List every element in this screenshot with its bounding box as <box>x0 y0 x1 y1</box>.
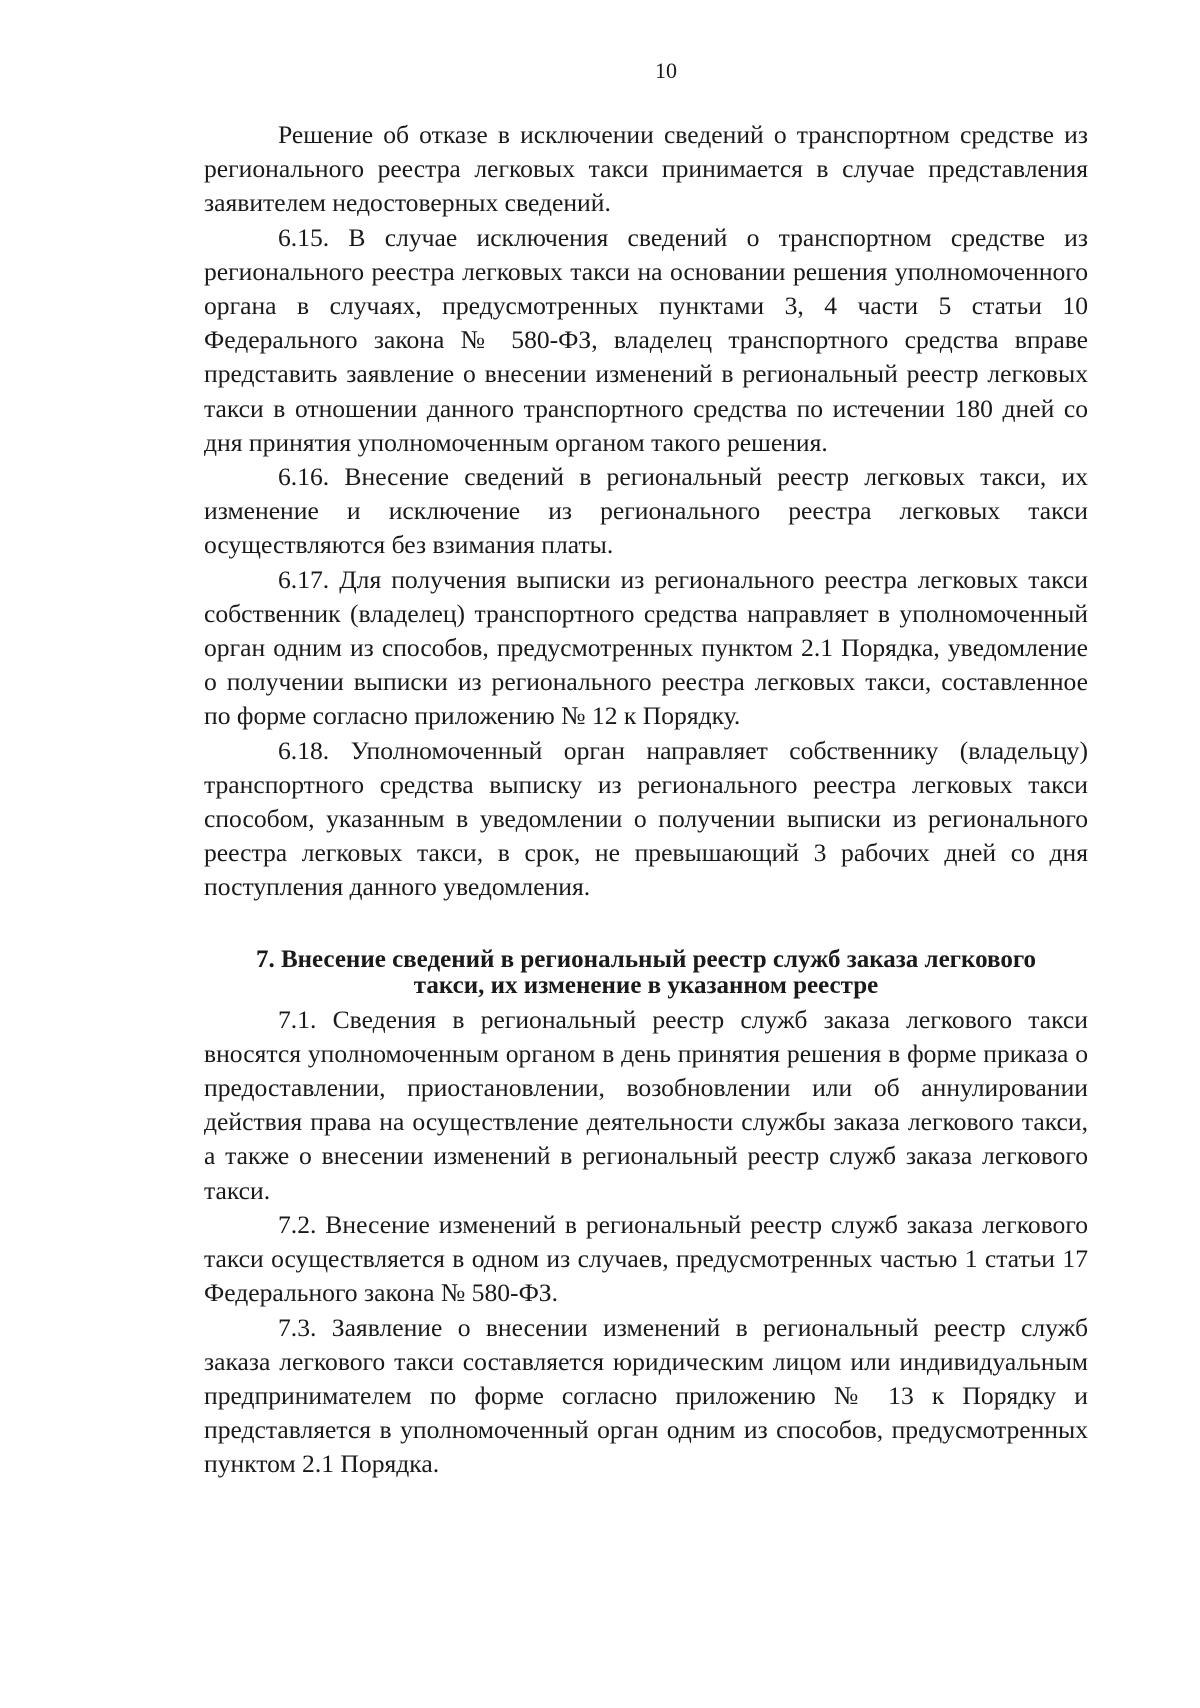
paragraph-refusal-decision: Решение об отказе в исключении сведений о транспортном средстве из регионального реестра легковых такси принимается в случае представления заявителем недостоверных сведений. <box>204 120 1088 218</box>
paragraph-6-16: 6.16. Внесение сведений в региональный реестр легковых такси, их изменение и исключение из регионального реестра легковых такси осуществляются без взимания платы. <box>204 462 1088 560</box>
paragraph-7-1: 7.1. Сведения в региональный реестр служб заказа легкового такси вносятся уполномоченным органом в день принятия решения в форме приказа о предоставлении, приостановлении, возобновлении или об аннулировании действия права на осуществление деятельности службы заказа легкового такси, а также о внесении изменений в региональный реестр служб заказа легкового такси. <box>204 1004 1088 1205</box>
section-7-heading-line2: такси, их изменение в указанном реестре <box>413 971 879 999</box>
paragraph-6-18: 6.18. Уполномоченный орган направляет собственнику (владельцу) транспортного средства выписку из регионального реестра легковых такси способом, указанным в уведомлении о получении выписки из регионального реестра легковых такси, в срок, не превышающий 3 рабочих дней со дня поступления данного уведомления. <box>204 735 1088 902</box>
paragraph-6-17: 6.17. Для получения выписки из регионального реестра легковых такси собственник (владелец) транспортного средства направляет в уполномоченный орган одним из способов, предусмотренных пунктом 2.1 Порядка, уведомление о получении выписки из регионального реестра легковых такси, составленное по форме согласно приложению № 12 к Порядку. <box>204 564 1088 731</box>
section-7-heading <box>204 947 1088 999</box>
section-7-heading-line1: 7. Внесение сведений в региональный реестр служб заказа легкового <box>255 945 1037 973</box>
paragraph-7-2: 7.2. Внесение изменений в региональный реестр служб заказа легкового такси осуществляется в одном из случаев, предусмотренных частью 1 статьи 17 Федерального закона № 580-ФЗ. <box>204 1209 1088 1308</box>
page-number: 10 <box>655 58 677 83</box>
paragraph-6-15: 6.15. В случае исключения сведений о транспортном средстве из регионального реестра легковых такси на основании решения уполномоченного органа в случаях, предусмотренных пунктами 3, 4 части 5 статьи 10 Федерального закона № 580-ФЗ, владелец транспортного средства вправе представить заявление о внесении изменений в региональный реестр легковых такси в отношении данного транспортного средства по истечении 180 дней со дня принятия уполномоченным органом такого решения. <box>204 222 1088 457</box>
paragraph-7-3: 7.3. Заявление о внесении изменений в региональный реестр служб заказа легкового такси составляется юридическим лицом или индивидуальным предпринимателем по форме согласно приложению № 13 к Порядку и представляется в уполномоченный орган одним из способов, предусмотренных пунктом 2.1 Порядка. <box>204 1312 1088 1479</box>
